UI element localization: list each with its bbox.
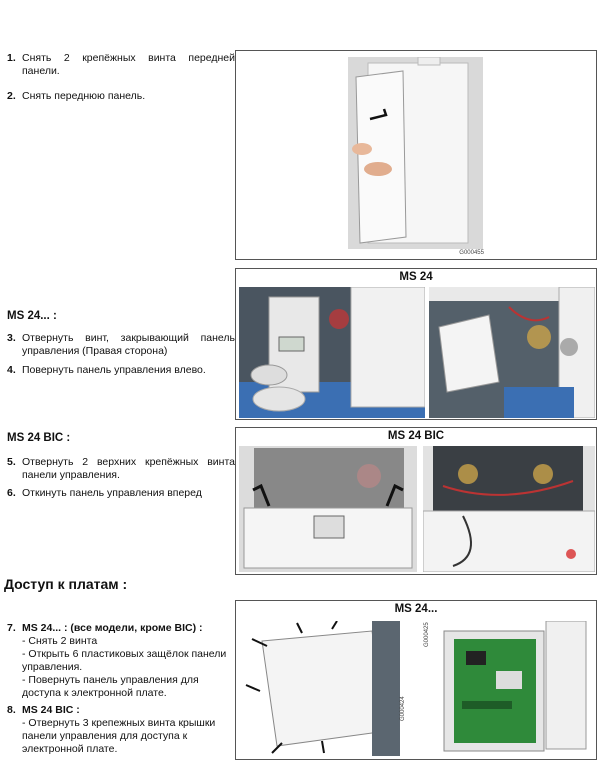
step-5 <box>7 456 235 482</box>
ms24-board-photo-frame <box>235 600 597 760</box>
photo-code: G000455 <box>459 250 484 256</box>
frame-title: MS 24 <box>399 271 433 283</box>
ms24bic-photo-right <box>423 446 595 572</box>
ms24-photo-frame <box>235 268 597 420</box>
step-title: MS 24... : (все модели, кроме BIC) : <box>22 622 203 634</box>
step-8 <box>7 704 235 756</box>
step-2 <box>7 90 235 103</box>
access-section-title: Доступ к платам : <box>4 576 128 592</box>
step-text: Повернуть панель управления влево. <box>22 364 206 376</box>
step-number: 2. <box>7 90 16 102</box>
board-photo-left <box>242 621 400 756</box>
step-text: Откинуть панель управления вперед <box>22 487 202 499</box>
step-number: 5. <box>7 456 16 468</box>
step-number: 8. <box>7 704 16 716</box>
ms24bic-heading: MS 24 BIC : <box>7 432 71 444</box>
front-panel-photo <box>348 57 483 249</box>
board-photo-right <box>426 621 592 756</box>
step-number: 6. <box>7 487 16 499</box>
bic-panel-illustration <box>239 446 417 572</box>
bic-open-illustration <box>423 446 595 572</box>
ms24bic-photo-left <box>239 446 417 572</box>
step-text: Отвернуть винт, закрывающий панель управления (Правая сторона) <box>22 332 235 357</box>
step-6 <box>7 487 235 500</box>
ms24bic-photo-frame <box>235 427 597 575</box>
step-text: Отвернуть 2 верхних крепёжных винта панели управления. <box>22 456 235 481</box>
step-3 <box>7 332 235 358</box>
step-number: 4. <box>7 364 16 376</box>
rotated-panel-illustration <box>429 287 595 418</box>
step-4 <box>7 364 235 377</box>
step-line: - Повернуть панель управления для доступа к электронной плате. <box>22 674 199 699</box>
step-text: Снять переднюю панель. <box>22 90 146 102</box>
step-line: - Открыть 6 пластиковых защёлок панели управления. <box>22 648 227 673</box>
front-panel-photo-frame <box>235 50 597 260</box>
step-body <box>22 622 235 700</box>
boiler-front-illustration <box>348 57 483 249</box>
step-body <box>22 704 235 756</box>
step-1 <box>7 52 235 78</box>
panel-latches-illustration <box>242 621 400 756</box>
frame-title: MS 24... <box>394 603 438 615</box>
step-line: - Отвернуть 3 крепежных винта крышки панели управления для доступа к электронной плате. <box>22 717 216 755</box>
ms24-heading: MS 24... : <box>7 310 57 322</box>
step-7 <box>7 622 235 700</box>
step-text: Снять 2 крепёжных винта передней панели. <box>22 52 235 77</box>
step-number: 1. <box>7 52 16 64</box>
pcb-illustration <box>426 621 592 756</box>
frame-title: MS 24 BIC <box>387 430 445 442</box>
ms24-photo-left <box>239 287 425 418</box>
step-line: - Снять 2 винта <box>22 635 98 647</box>
ms24-photo-right <box>429 287 595 418</box>
photo-code: G000425 <box>424 622 430 647</box>
control-panel-illustration <box>239 287 425 418</box>
step-title: MS 24 BIC : <box>22 704 80 716</box>
photo-code: G000424 <box>400 696 406 721</box>
step-number: 3. <box>7 332 16 344</box>
step-number: 7. <box>7 622 16 634</box>
